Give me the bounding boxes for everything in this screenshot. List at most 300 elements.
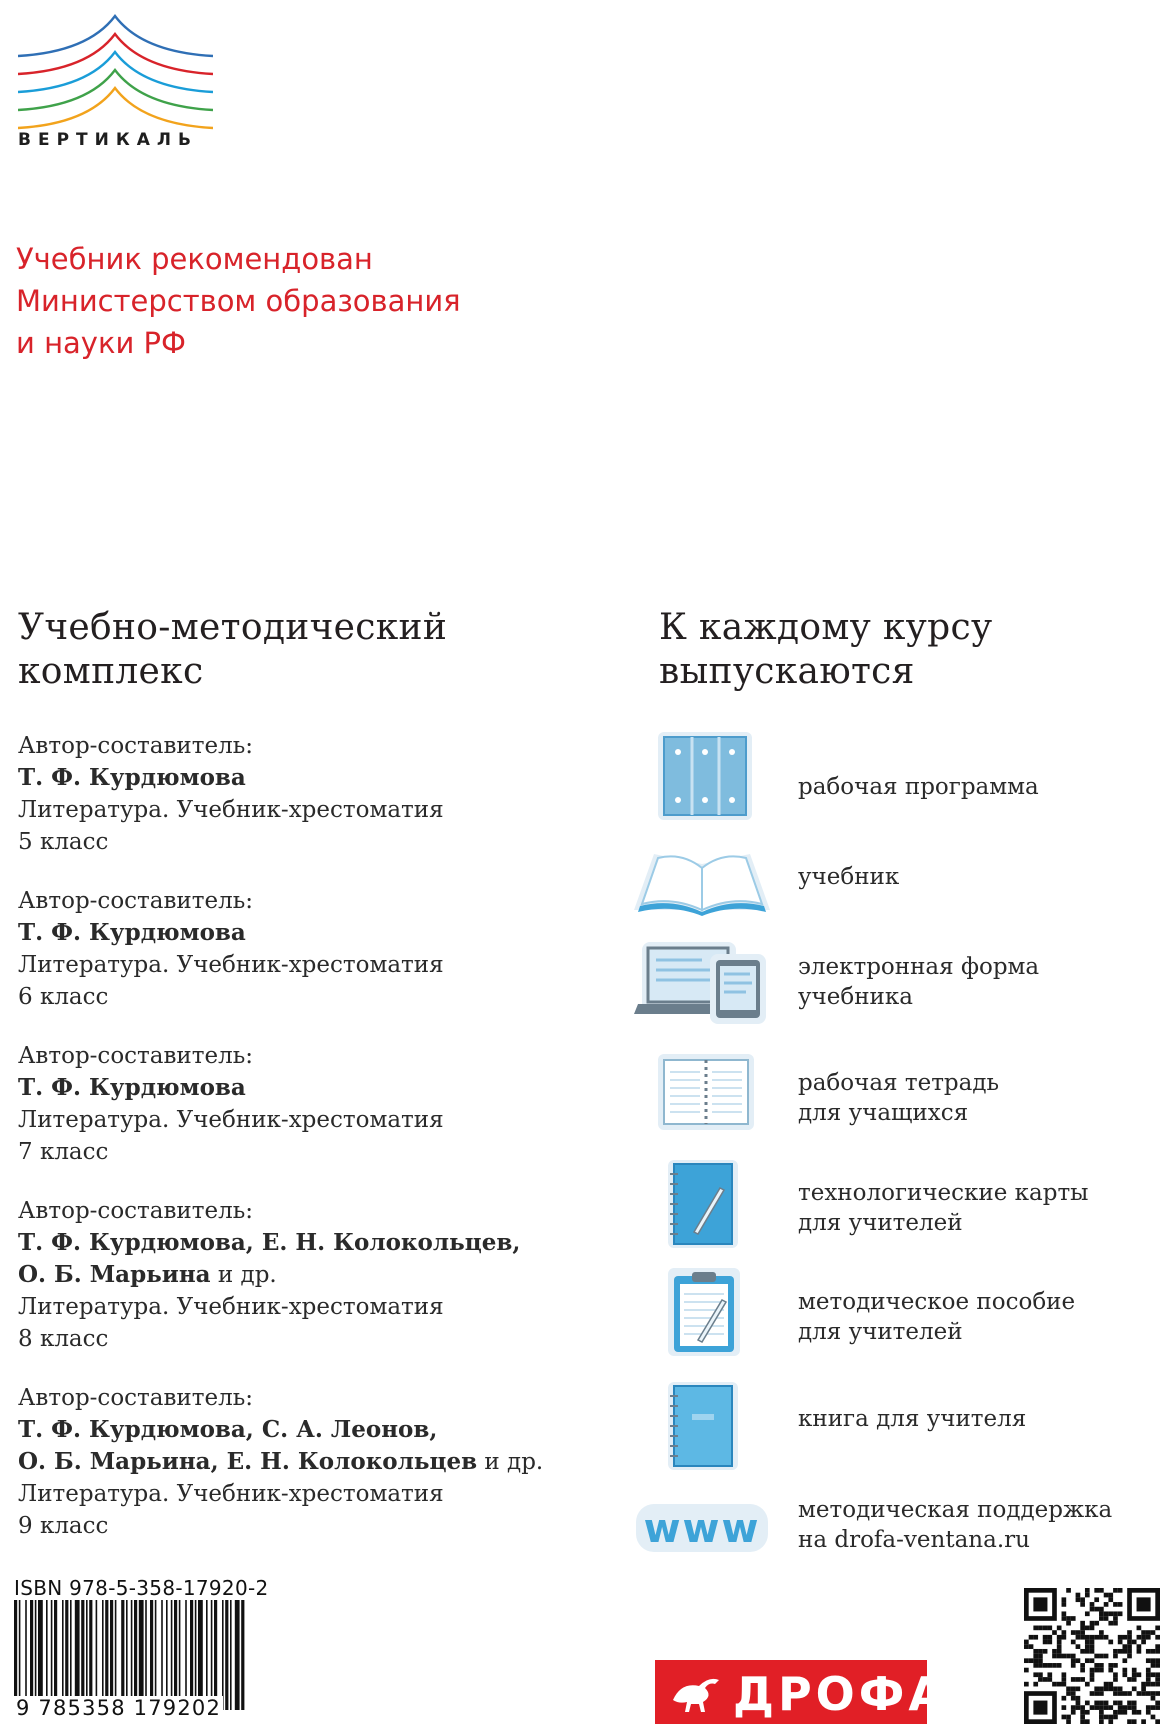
qr-module — [1118, 1640, 1123, 1645]
qr-module — [1080, 1705, 1085, 1710]
barcode-bar — [86, 1600, 88, 1710]
material-label-support — [798, 1495, 1112, 1555]
qr-module — [1155, 1649, 1160, 1654]
qr-module — [1024, 1640, 1029, 1645]
qr-module — [1062, 1696, 1067, 1701]
material-label-line: электронная форма — [798, 954, 1040, 980]
qr-module — [1085, 1710, 1090, 1715]
qr-module — [1155, 1701, 1160, 1706]
qr-module — [1076, 1705, 1081, 1710]
book-authors-2: О. Б. Марьина, Е. Н. Колокольцев — [18, 1448, 478, 1475]
qr-module — [1108, 1715, 1113, 1720]
barcode-bar — [115, 1600, 117, 1710]
qr-module — [1090, 1691, 1095, 1696]
qr-module — [1141, 1630, 1146, 1635]
qr-module — [1090, 1635, 1095, 1640]
qr-module — [1132, 1710, 1137, 1715]
qr-module — [1108, 1719, 1113, 1724]
qr-module — [1043, 1663, 1048, 1668]
qr-module — [1076, 1635, 1081, 1640]
heading-line: комплекс — [18, 651, 204, 692]
qr-code — [1024, 1588, 1160, 1724]
qr-module — [1080, 1630, 1085, 1635]
qr-module — [1104, 1654, 1109, 1659]
qr-module — [1118, 1686, 1123, 1691]
barcode-bar — [198, 1600, 203, 1710]
barcode-bar — [54, 1600, 57, 1710]
barcode-digits: 9 785358 179202 — [16, 1696, 222, 1720]
qr-module — [1076, 1630, 1081, 1635]
qr-module — [1113, 1588, 1118, 1593]
barcode-bar — [150, 1600, 153, 1710]
qr-module — [1071, 1696, 1076, 1701]
qr-module — [1132, 1672, 1137, 1677]
qr-module — [1080, 1677, 1085, 1682]
material-label-eform — [798, 952, 1039, 1012]
qr-module — [1066, 1588, 1071, 1593]
qr-module — [1099, 1607, 1104, 1612]
workbook-icon — [632, 1052, 772, 1132]
qr-module — [1047, 1677, 1052, 1682]
qr-module — [1113, 1654, 1118, 1659]
qr-module — [1137, 1635, 1142, 1640]
qr-module — [1085, 1640, 1090, 1645]
qr-module — [1104, 1616, 1109, 1621]
qr-module — [1141, 1640, 1146, 1645]
qr-module — [1099, 1705, 1104, 1710]
qr-module — [1043, 1640, 1048, 1645]
qr-module — [1113, 1616, 1118, 1621]
qr-module — [1076, 1593, 1081, 1598]
qr-module — [1057, 1654, 1062, 1659]
book-entry-6 — [18, 885, 618, 1013]
qr-module — [1122, 1691, 1127, 1696]
qr-module — [1104, 1593, 1109, 1598]
qr-module — [1076, 1658, 1081, 1663]
material-label-line: для учащихся — [798, 1100, 969, 1126]
qr-module — [1127, 1635, 1132, 1640]
book-title: Литература. Учебник-хрестоматия — [18, 1481, 444, 1507]
qr-module — [1047, 1626, 1052, 1631]
qr-module — [1146, 1705, 1151, 1710]
qr-module — [1062, 1715, 1067, 1720]
book-title: Литература. Учебник-хрестоматия — [18, 1107, 444, 1133]
qr-module — [1071, 1616, 1076, 1621]
qr-module — [1062, 1630, 1067, 1635]
logo-stripe — [18, 88, 213, 128]
qr-module — [1132, 1668, 1137, 1673]
qr-module — [1090, 1705, 1095, 1710]
book-grade: 7 класс — [18, 1139, 109, 1165]
qr-module — [1137, 1691, 1142, 1696]
qr-module — [1122, 1644, 1127, 1649]
logo-text: ВЕРТИКАЛЬ — [18, 130, 198, 150]
qr-module — [1090, 1640, 1095, 1645]
barcode-bar — [62, 1600, 64, 1710]
qr-module — [1052, 1682, 1057, 1687]
qr-module — [1047, 1640, 1052, 1645]
qr-module — [1090, 1677, 1095, 1682]
qr-module — [1127, 1677, 1132, 1682]
qr-module — [1080, 1719, 1085, 1724]
material-label-line: рабочая программа — [798, 774, 1039, 800]
qr-module — [1085, 1593, 1090, 1598]
qr-module — [1076, 1597, 1081, 1602]
book-role: Автор-составитель: — [18, 1385, 253, 1411]
qr-module — [1033, 1654, 1038, 1659]
qr-module — [1122, 1649, 1127, 1654]
qr-module — [1118, 1691, 1123, 1696]
barcode-bar — [126, 1600, 128, 1710]
qr-module — [1029, 1635, 1034, 1640]
qr-module — [1085, 1682, 1090, 1687]
qr-module — [1052, 1649, 1057, 1654]
material-label-tech-cards — [798, 1178, 1089, 1238]
qr-module — [1127, 1719, 1132, 1724]
qr-module — [1057, 1640, 1062, 1645]
qr-module — [1066, 1686, 1071, 1691]
qr-module — [1071, 1663, 1076, 1668]
qr-module — [1127, 1630, 1132, 1635]
qr-module — [1033, 1635, 1038, 1640]
qr-module — [1146, 1682, 1151, 1687]
barcode-bar — [19, 1600, 21, 1710]
qr-module — [1038, 1649, 1043, 1654]
book-grade: 8 класс — [18, 1326, 109, 1352]
qr-module — [1151, 1663, 1156, 1668]
qr-module — [1057, 1682, 1062, 1687]
qr-module — [1080, 1635, 1085, 1640]
qr-module — [1108, 1640, 1113, 1645]
barcode-bar — [211, 1600, 213, 1710]
qr-module — [1118, 1710, 1123, 1715]
qr-module — [1155, 1644, 1160, 1649]
qr-module — [1085, 1588, 1090, 1593]
qr-module — [1076, 1677, 1081, 1682]
barcode-bar — [145, 1600, 147, 1710]
clipboard-icon — [632, 1266, 772, 1358]
qr-module — [1151, 1691, 1156, 1696]
barcode-bar — [38, 1600, 43, 1710]
qr-module — [1066, 1719, 1071, 1724]
material-label-teacher-book — [798, 1404, 1026, 1434]
barcode-bar — [174, 1600, 177, 1710]
qr-module — [1038, 1672, 1043, 1677]
qr-module — [1094, 1635, 1099, 1640]
qr-module — [1155, 1691, 1160, 1696]
qr-module — [1099, 1691, 1104, 1696]
book-list — [18, 730, 618, 1569]
www-text: www — [643, 1506, 761, 1552]
qr-module — [1141, 1691, 1146, 1696]
recommendation-line: и науки РФ — [16, 326, 186, 360]
qr-module — [1099, 1630, 1104, 1635]
qr-module — [1155, 1658, 1160, 1663]
book-et-al: и др. — [210, 1262, 277, 1288]
qr-module — [1099, 1588, 1104, 1593]
qr-module — [1127, 1649, 1132, 1654]
qr-module — [1071, 1677, 1076, 1682]
qr-module — [1071, 1705, 1076, 1710]
qr-module — [1113, 1715, 1118, 1720]
qr-module — [1118, 1701, 1123, 1706]
www-icon — [632, 1496, 772, 1558]
barcode-bar — [81, 1600, 84, 1710]
binder-icon — [632, 728, 772, 824]
material-label-workbook — [798, 1068, 999, 1128]
qr-module — [1151, 1672, 1156, 1677]
qr-module — [1029, 1658, 1034, 1663]
qr-module — [1094, 1686, 1099, 1691]
qr-module — [1151, 1682, 1156, 1687]
qr-module — [1137, 1626, 1142, 1631]
book-entry-8 — [18, 1195, 618, 1355]
qr-module — [1033, 1649, 1038, 1654]
qr-module — [1155, 1635, 1160, 1640]
book-role: Автор-составитель: — [18, 1043, 253, 1069]
book-authors: Т. Ф. Курдюмова — [18, 764, 246, 791]
qr-module — [1113, 1649, 1118, 1654]
qr-module — [1090, 1672, 1095, 1677]
qr-module — [1099, 1668, 1104, 1673]
recommendation-line: Учебник рекомендован — [16, 242, 373, 276]
qr-module — [1038, 1663, 1043, 1668]
barcode — [14, 1600, 246, 1710]
barcode-bar — [139, 1600, 144, 1710]
qr-module — [1047, 1672, 1052, 1677]
barcode-bar — [131, 1600, 133, 1710]
qr-module — [1071, 1658, 1076, 1663]
publisher-name: ДРОФА — [733, 1667, 949, 1721]
barcode-bar — [241, 1600, 244, 1710]
barcode-bar — [235, 1600, 240, 1710]
open-book-icon — [632, 840, 772, 918]
barcode-bar — [35, 1600, 37, 1710]
qr-module — [1080, 1649, 1085, 1654]
qr-module — [1038, 1677, 1043, 1682]
book-role: Автор-составитель: — [18, 888, 253, 914]
qr-module — [1071, 1640, 1076, 1645]
book-entry-7 — [18, 1040, 618, 1168]
qr-module — [1071, 1686, 1076, 1691]
qr-module — [1062, 1597, 1067, 1602]
qr-module — [1108, 1593, 1113, 1598]
qr-module — [1085, 1626, 1090, 1631]
qr-module — [1094, 1588, 1099, 1593]
material-label-line: для учителей — [798, 1319, 963, 1345]
qr-module — [1141, 1719, 1146, 1724]
qr-module — [1099, 1686, 1104, 1691]
qr-module — [1108, 1621, 1113, 1626]
barcode-bar — [46, 1600, 48, 1710]
qr-module — [1146, 1710, 1151, 1715]
qr-module — [1108, 1668, 1113, 1673]
qr-module — [1137, 1710, 1142, 1715]
barcode-bar — [206, 1600, 208, 1710]
qr-module — [1085, 1611, 1090, 1616]
qr-module — [1099, 1719, 1104, 1724]
qr-module — [1033, 1663, 1038, 1668]
qr-module — [1122, 1635, 1127, 1640]
qr-module — [1104, 1611, 1109, 1616]
material-label-line: методическое пособие — [798, 1289, 1076, 1315]
material-label-line: технологические карты — [798, 1180, 1089, 1206]
qr-module — [1122, 1705, 1127, 1710]
qr-module — [1137, 1649, 1142, 1654]
barcode-bar — [51, 1600, 53, 1710]
barcode-bar — [121, 1600, 124, 1710]
barcode-bar — [190, 1600, 193, 1710]
qr-module — [1132, 1705, 1137, 1710]
book-authors: Т. Ф. Курдюмова, Е. Н. Колокольцев, — [18, 1229, 521, 1256]
qr-module — [1094, 1607, 1099, 1612]
materials-heading — [659, 606, 992, 694]
qr-module — [1108, 1611, 1113, 1616]
qr-module — [1047, 1635, 1052, 1640]
qr-module — [1141, 1682, 1146, 1687]
qr-module — [1094, 1705, 1099, 1710]
book-authors: Т. Ф. Курдюмова — [18, 1074, 246, 1101]
qr-module — [1029, 1644, 1034, 1649]
qr-module — [1062, 1654, 1067, 1659]
qr-module — [1127, 1691, 1132, 1696]
qr-module — [1033, 1626, 1038, 1631]
qr-module — [1151, 1630, 1156, 1635]
barcode-bar — [195, 1600, 197, 1710]
qr-module — [1085, 1701, 1090, 1706]
barcode-bar — [75, 1600, 80, 1710]
book-grade: 6 класс — [18, 984, 109, 1010]
qr-module — [1104, 1635, 1109, 1640]
qr-module — [1118, 1611, 1123, 1616]
qr-module — [1076, 1644, 1081, 1649]
qr-module — [1080, 1621, 1085, 1626]
qr-module — [1057, 1635, 1062, 1640]
barcode-bar — [65, 1600, 68, 1710]
qr-module — [1127, 1640, 1132, 1645]
qr-module — [1062, 1602, 1067, 1607]
heading-line: выпускаются — [659, 651, 915, 692]
barcode-bar — [102, 1600, 104, 1710]
barcode-bar — [105, 1600, 108, 1710]
material-label-line: для учителей — [798, 1210, 963, 1236]
qr-module — [1062, 1672, 1067, 1677]
qr-module — [1090, 1658, 1095, 1663]
qr-module — [1080, 1602, 1085, 1607]
qr-module — [1151, 1715, 1156, 1720]
qr-module — [1099, 1635, 1104, 1640]
qr-module — [1062, 1611, 1067, 1616]
qr-module — [1146, 1677, 1151, 1682]
qr-module — [1151, 1696, 1156, 1701]
barcode-bar — [134, 1600, 137, 1710]
qr-module — [1071, 1691, 1076, 1696]
barcode-bar — [171, 1600, 173, 1710]
publisher-logo — [655, 1660, 949, 1724]
qr-module — [1108, 1597, 1113, 1602]
book-role: Автор-составитель: — [18, 1198, 253, 1224]
barcode-bar — [30, 1600, 33, 1710]
book-authors-line-2 — [18, 1259, 618, 1291]
barcode-bar — [222, 1600, 224, 1710]
qr-module — [1104, 1701, 1109, 1706]
qr-module — [1155, 1672, 1160, 1677]
qr-module — [1033, 1682, 1038, 1687]
qr-module — [1090, 1649, 1095, 1654]
barcode-bar — [179, 1600, 181, 1710]
qr-module — [1033, 1658, 1038, 1663]
barcode-bar — [14, 1600, 17, 1710]
qr-module — [1146, 1672, 1151, 1677]
qr-module — [1052, 1630, 1057, 1635]
qr-module — [1155, 1626, 1160, 1631]
barcode-bar — [161, 1600, 163, 1710]
qr-module — [1076, 1701, 1081, 1706]
book-grade: 5 класс — [18, 829, 109, 855]
qr-module — [1108, 1686, 1113, 1691]
barcode-bar — [25, 1600, 27, 1710]
laptop-tablet-icon — [632, 936, 772, 1026]
qr-module — [1113, 1691, 1118, 1696]
qr-module — [1155, 1705, 1160, 1710]
qr-module — [1132, 1640, 1137, 1645]
qr-module — [1132, 1686, 1137, 1691]
qr-module — [1155, 1663, 1160, 1668]
complex-heading — [18, 606, 447, 694]
qr-module — [1080, 1668, 1085, 1673]
qr-module — [1104, 1686, 1109, 1691]
qr-module — [1085, 1644, 1090, 1649]
qr-module — [1062, 1616, 1067, 1621]
qr-module — [1057, 1644, 1062, 1649]
book-entry-5 — [18, 730, 618, 858]
qr-module — [1024, 1658, 1029, 1663]
qr-module — [1113, 1621, 1118, 1626]
qr-module — [1094, 1597, 1099, 1602]
qr-module — [1113, 1701, 1118, 1706]
qr-module — [1076, 1686, 1081, 1691]
qr-module — [1094, 1654, 1099, 1659]
qr-module — [1099, 1611, 1104, 1616]
qr-module — [1108, 1663, 1113, 1668]
qr-module — [1132, 1701, 1137, 1706]
qr-module — [1099, 1616, 1104, 1621]
qr-module — [1108, 1682, 1113, 1687]
qr-module — [1076, 1696, 1081, 1701]
book-authors-line-2 — [18, 1446, 618, 1478]
qr-module — [1099, 1701, 1104, 1706]
qr-module — [1033, 1701, 1047, 1715]
qr-module — [1066, 1621, 1071, 1626]
qr-module — [1146, 1658, 1151, 1663]
book-authors-2: О. Б. Марьина — [18, 1261, 211, 1288]
qr-module — [1043, 1677, 1048, 1682]
qr-module — [1038, 1658, 1043, 1663]
qr-module — [1146, 1668, 1151, 1673]
qr-module — [1104, 1682, 1109, 1687]
book-entry-9 — [18, 1382, 618, 1542]
barcode-bar — [96, 1600, 98, 1710]
qr-module — [1122, 1672, 1127, 1677]
qr-module — [1066, 1715, 1071, 1720]
qr-module — [1104, 1705, 1109, 1710]
qr-module — [1137, 1672, 1142, 1677]
qr-module — [1090, 1602, 1095, 1607]
isbn-label: ISBN 978-5-358-17920-2 — [14, 1576, 269, 1600]
qr-module — [1066, 1691, 1071, 1696]
qr-module — [1062, 1677, 1067, 1682]
qr-module — [1043, 1635, 1048, 1640]
